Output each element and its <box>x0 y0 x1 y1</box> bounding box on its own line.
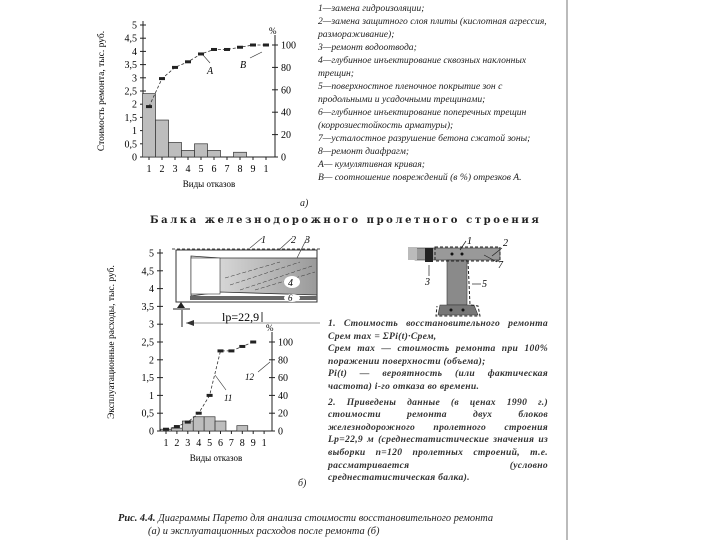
bar <box>143 94 156 157</box>
bar <box>208 150 221 157</box>
cumulative-point <box>237 46 243 49</box>
beam-label-1: 1 <box>261 235 266 246</box>
note-1-prob: Pi(t) — вероятность (или фактическая частота) i-го отказа во времени. <box>328 368 548 392</box>
legend-item: 6—глубинное инъектирование поперечных трещин (коррозиестойкость арматуры); <box>318 107 527 131</box>
y2-tick-label: 80 <box>281 62 291 74</box>
cumulative-point <box>196 412 202 415</box>
beam-label-3: 3 <box>305 235 310 246</box>
annotation-leader <box>203 55 210 63</box>
legend-item: 5—поверхностное пленочное покрытие зон с продольными и усадочными трещинами; <box>318 81 503 105</box>
cumulative-point <box>211 48 217 51</box>
note-1: 1. Стоимость восстановительного ремонта Cрем max = ΣPi(t)·Cрем, <box>328 318 548 342</box>
x-tick-label: 4 <box>196 438 202 449</box>
cumulative-point <box>263 44 269 47</box>
bar <box>234 152 247 157</box>
y-tick-label: 0 <box>149 426 154 438</box>
x-tick-label: 8 <box>239 438 245 449</box>
y2-tick-label: 0 <box>278 426 283 438</box>
legend-item: 2—замена защитного слоя плиты (кислотная агрессия, размораживание); <box>318 16 547 40</box>
cumulative-point <box>185 60 191 63</box>
chart-a <box>96 21 296 190</box>
y-tick-label: 1 <box>132 126 137 138</box>
section-label-5: 5 <box>482 279 487 290</box>
section-label-3: 3 <box>425 277 430 288</box>
x-tick-label: 9 <box>250 438 256 449</box>
cumulative-point <box>224 48 230 51</box>
caption-line1: Диаграммы Парето для анализа стоимости восстановительного ремонта <box>158 513 494 524</box>
bar <box>195 144 208 157</box>
x-tick-label: 2 <box>174 438 180 449</box>
x-tick-label: 3 <box>172 164 178 175</box>
y2-tick-label: 40 <box>281 107 291 119</box>
y2-tick-label: 100 <box>278 337 293 349</box>
y-tick-label: 5 <box>149 248 154 260</box>
y-tick-label: 4,5 <box>124 33 137 45</box>
x-tick-label: 9 <box>250 164 256 175</box>
x-axis-label: Виды отказов <box>189 453 243 463</box>
cumulative-point <box>228 349 234 352</box>
cumulative-line <box>166 342 253 429</box>
note-1-def: Cрем max — стоимость ремонта при 100% поражении поверхности (объема); <box>328 343 548 367</box>
bar <box>204 417 215 431</box>
y-tick-label: 2 <box>132 99 137 111</box>
bar <box>156 120 169 157</box>
x-tick-label: 5 <box>207 438 213 449</box>
y-tick-label: 4 <box>132 46 137 58</box>
bar <box>237 426 248 431</box>
cumulative-point <box>239 345 245 348</box>
cumulative-point <box>250 44 256 47</box>
beam-title: Балка железнодорожного пролетного строения <box>150 215 542 226</box>
support-icon <box>177 302 185 308</box>
cumulative-point <box>174 425 180 428</box>
y2-tick-label: 80 <box>278 355 288 367</box>
y-tick-label: 2,5 <box>124 86 137 98</box>
legend-item: A— кумулятивная кривая; <box>318 159 425 170</box>
x-tick-label: 7 <box>224 164 230 175</box>
y-tick-label: 5 <box>132 20 137 32</box>
x-tick-label: 1 <box>146 164 152 175</box>
annotation-leader <box>215 375 226 390</box>
y-tick-label: 3,5 <box>124 60 137 72</box>
y-tick-label: 0,5 <box>124 139 137 151</box>
y2-tick-label: 20 <box>278 408 288 420</box>
cumulative-point <box>250 341 256 344</box>
section-label-2: 2 <box>503 238 508 249</box>
cumulative-point <box>146 105 152 108</box>
annotation-leader <box>258 362 270 372</box>
annotation-b: B <box>240 60 247 71</box>
beam-label-6: 6 <box>288 293 293 303</box>
y2-tick-label: 60 <box>278 373 288 385</box>
legend-item: B— соотношение повреждений (в %) отрезков A. <box>318 172 522 183</box>
y-axis-label: Стоимость ремонта, тыс. руб. <box>97 30 107 152</box>
caption-line2: (а) и эксплуатационных расходов после ремонта (б) <box>148 526 380 537</box>
x-tick-label: 4 <box>185 164 191 175</box>
section-label-7: 7 <box>498 260 503 271</box>
y-tick-label: 2 <box>149 355 154 367</box>
legend-item: 4—глубинное инъектирование сквозных наклонных трещин; <box>318 55 527 79</box>
bar <box>182 150 195 157</box>
cumulative-point <box>163 428 169 431</box>
beam-label-2: 2 <box>291 235 296 246</box>
annotation-11: 11 <box>224 393 233 403</box>
caption-prefix: Рис. 4.4. <box>118 513 156 524</box>
cumulative-point <box>218 349 224 352</box>
beam-cross-section <box>408 236 508 316</box>
label-b: б) <box>298 478 307 489</box>
y-tick-label: 4,5 <box>141 266 154 278</box>
legend-item: 3—ремонт водоотвода; <box>318 42 417 53</box>
y-axis-label: Эксплуатационные расходы, тыс. руб. <box>107 265 117 419</box>
x-tick-label: 1 <box>261 438 267 449</box>
bar <box>171 428 182 431</box>
y-tick-label: 2,5 <box>141 337 154 349</box>
y-tick-label: 0 <box>132 152 137 164</box>
x-tick-label: 3 <box>185 438 191 449</box>
x-tick-label: 1 <box>263 164 269 175</box>
y-tick-label: 3,5 <box>141 301 154 313</box>
bar <box>169 142 182 157</box>
y2-axis-label: % <box>269 26 277 36</box>
y2-axis-label: % <box>266 323 274 333</box>
y-tick-label: 1,5 <box>141 373 154 385</box>
x-tick-label: 8 <box>237 164 243 175</box>
x-tick-label: 2 <box>159 164 165 175</box>
y2-tick-label: 100 <box>281 40 296 52</box>
y-tick-label: 0,5 <box>141 408 154 420</box>
y-tick-label: 3 <box>132 73 137 85</box>
cumulative-point <box>159 77 165 80</box>
cumulative-point <box>172 66 178 69</box>
y2-tick-label: 60 <box>281 85 291 97</box>
y-tick-label: 1,5 <box>124 112 137 124</box>
label-a: а) <box>300 198 309 209</box>
beam-diagram <box>172 235 320 327</box>
y-tick-label: 4 <box>149 284 154 296</box>
x-tick-label: 6 <box>218 438 223 449</box>
cumulative-point <box>207 394 213 397</box>
beam-label-4: 4 <box>288 278 293 289</box>
y2-tick-label: 40 <box>278 390 288 402</box>
legend-item: 8—ремонт диафрагм; <box>318 146 410 157</box>
y2-tick-label: 20 <box>281 130 291 142</box>
legend-item: 1—замена гидроизоляции; <box>318 3 425 14</box>
cumulative-point <box>185 421 191 424</box>
bar <box>215 421 226 431</box>
x-tick-label: 5 <box>198 164 204 175</box>
beam-span-label: lp=22,9 <box>222 310 260 324</box>
x-tick-label: 6 <box>211 164 217 175</box>
y-tick-label: 1 <box>149 390 154 402</box>
annotation-12: 12 <box>245 372 254 382</box>
legend-item: 7—усталостное разрушение бетона сжатой зоны; <box>318 133 531 144</box>
note-2: 2. Приведены данные (в ценах 1990 г.) стоимости ремонта двух блоков железнодорожного пролетного строения Lp=22,9 м (среднестатистические значения из выборки n=120 пролетных строений, т.е. рассматривается (условно среднестатистическая балка). <box>328 396 548 484</box>
x-axis-label: Виды отказов <box>182 179 236 189</box>
annotation-a: A <box>207 66 214 77</box>
y2-tick-label: 0 <box>281 152 286 164</box>
section-label-1: 1 <box>467 236 472 247</box>
annotation-leader <box>250 52 262 58</box>
y-tick-label: 3 <box>149 319 154 331</box>
bar <box>193 417 204 431</box>
x-tick-label: 7 <box>228 438 234 449</box>
x-tick-label: 1 <box>163 438 169 449</box>
